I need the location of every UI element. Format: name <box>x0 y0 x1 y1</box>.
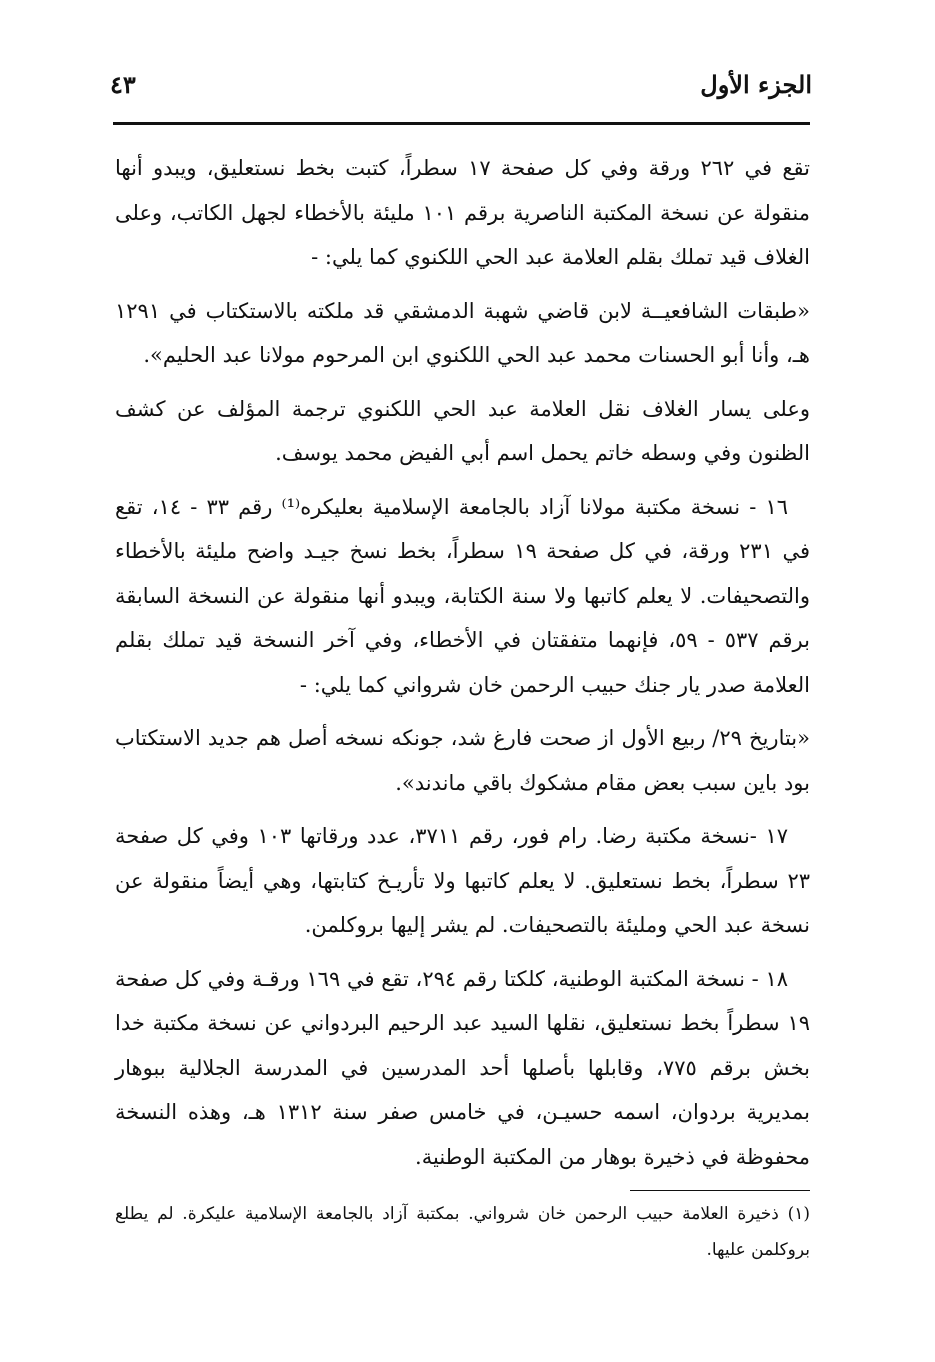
page-number: ٤٣ <box>110 70 136 99</box>
paragraph-quote-colophon: «بتاريخ ٢٩/ ربيع الأول از صحت فارغ شد، جونكه نسخه أصل هم جديد الاستكتاب بود باين سبب بعض مقام مشكوك باقي ماندند». <box>115 726 810 795</box>
paragraph-item-16: ١٦ - نسخة مكتبة مولانا آزاد بالجامعة الإسلامية بعليكره⁽¹⁾ رقم ٣٣ - ١٤، تقع في ٢٣١ ورقة، في كل صفحة ١٩ سطراً، بخط نسخ جيـد واضح مليئة بالأخطاء والتصحيفات. لا يعلم كاتبها ولا سنة الكتابة، ويبدو أنها منقولة عن النسخة السابقة برقم ٥٣٧ - ٥٩، فإنهما متفقتان في الأخطاء، وفي آخر النسخة قيد تملك بقلم العلامة صدر يار جنك حبيب الرحمن خان شرواني كما يلي: - <box>115 494 810 697</box>
footnote: (١) ذخيرة العلامة حبيب الرحمن خان شرواني. بمكتبة آزاد بالجامعة الإسلامية عليكرة. لم يطلع بروكلمن عليها. <box>115 1204 810 1260</box>
running-head: الجزء الأول <box>700 70 812 99</box>
body-text <box>115 146 810 1188</box>
footnote-rule <box>630 1190 810 1191</box>
paragraph-quote-ownership: «طبقات الشافعيــة لابن قاضي شهبة الدمشقي قد ملكته بالاستكتاب في ١٢٩١ هـ، وأنا أبو الحسنات محمد عبد الحي اللكنوي ابن المرحوم مولانا عبد الحليم». <box>115 298 810 367</box>
paragraph-cover-note: وعلى يسار الغلاف نقل العلامة عبد الحي اللكنوي ترجمة المؤلف عن كشف الظنون وفي وسطه خاتم يحمل اسم أبي الفيض محمد يوسف. <box>115 396 810 465</box>
header-rule <box>113 122 810 125</box>
page-header <box>110 70 812 110</box>
paragraph-item-17: ١٧ -نسخة مكتبة رضا. رام فور، رقم ٣٧١١، عدد ورقاتها ١٠٣ وفي كل صفحة ٢٣ سطراً، بخط نستعليق. لا يعلم كاتبها ولا تأريـخ كتابتها، وهي أيضاً منقولة عن نسخة عبد الحي ومليئة بالتصحيفات. لم يشر إليها بروكلمن. <box>115 824 810 937</box>
paragraph-intro: تقع في ٢٦٢ ورقة وفي كل صفحة ١٧ سطراً، كتبت بخط نستعليق، ويبدو أنها منقولة عن نسخة المكتبة الناصرية برقم ١٠١ مليئة بالأخطاء لجهل الكاتب، وعلى الغلاف قيد تملك بقلم العلامة عبد الحي اللكنوي كما يلي: - <box>115 156 810 269</box>
paragraph-item-18: ١٨ - نسخة المكتبة الوطنية، كلكتا رقم ٢٩٤، تقع في ١٦٩ ورقـة وفي كل صفحة ١٩ سطراً بخط نستعليق، نقلها السيد عبد الرحيم البردواني عن نسخة مكتبة خدا بخش برقم ٧٧٥، وقابلها بأصلها أحد المدرسين في المدرسة الجلالية ببوهار بمديرية بردوان، اسمه حسيـن، في خامس صفر سنة ١٣١٢ هـ، وهذه النسخة محفوظة في ذخيرة بوهار من المكتبة الوطنية. <box>115 966 810 1169</box>
